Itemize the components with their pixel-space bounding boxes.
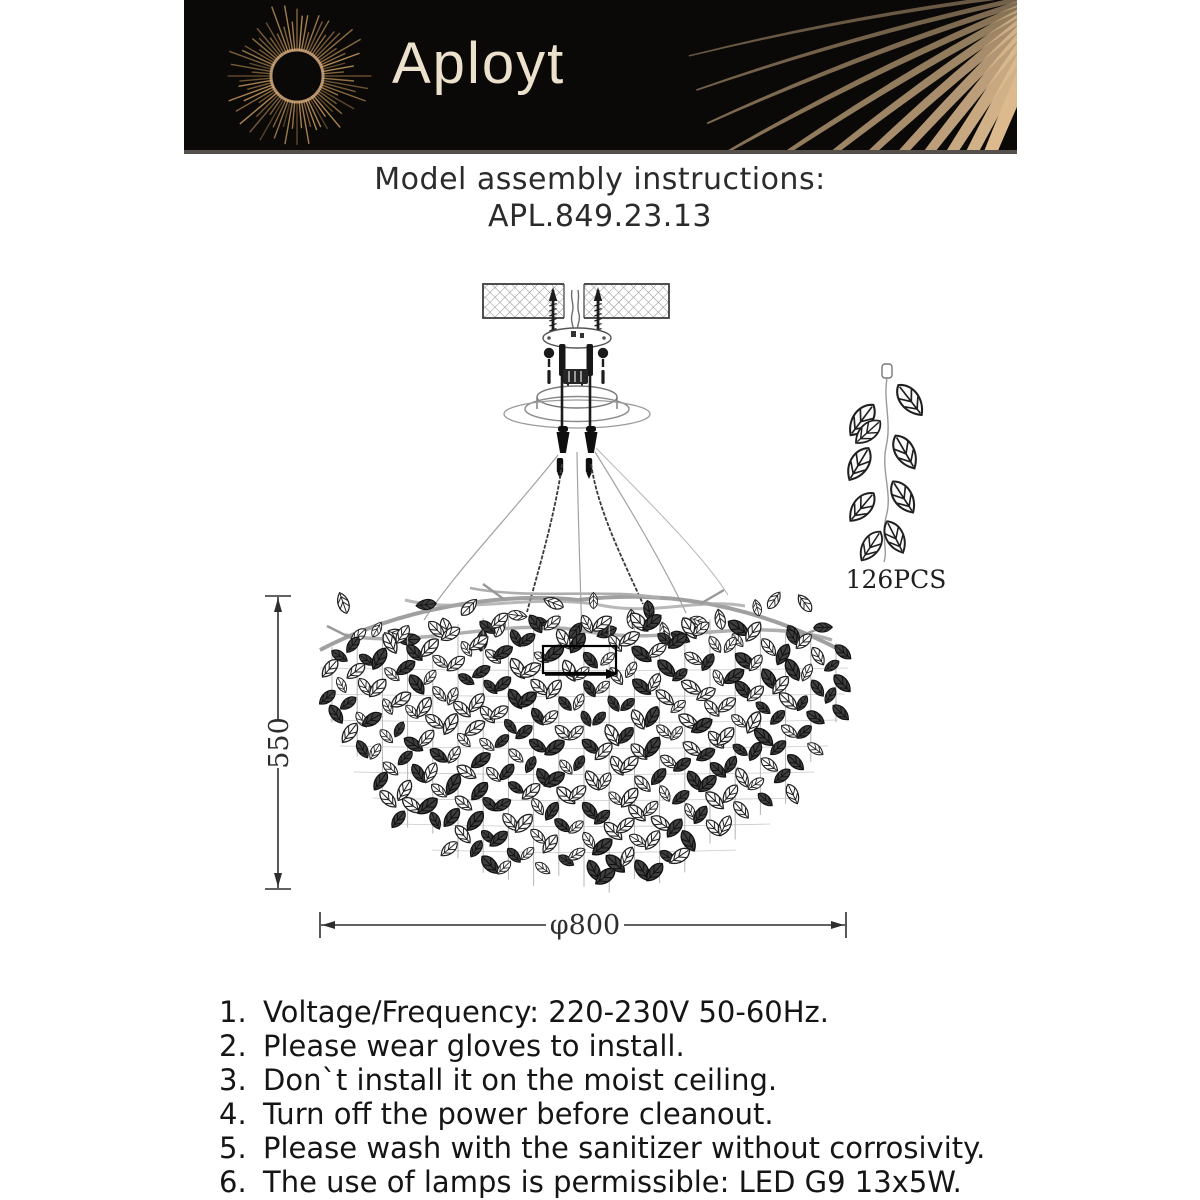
item-text: The use of lamps is permissible: LED G9 13x5W. — [263, 1165, 962, 1199]
cable-gripper — [557, 426, 570, 453]
pieces-label: 126PCS — [845, 565, 947, 594]
item-number: 6. — [219, 1165, 247, 1199]
list-item — [219, 1063, 985, 1097]
cable-gripper — [585, 426, 598, 453]
list-item — [219, 1097, 985, 1131]
diameter-label: φ800 — [549, 910, 621, 941]
brand-wordmark: Aployt — [392, 31, 566, 96]
item-number: 5. — [219, 1131, 247, 1165]
item-text: Please wear gloves to install. — [263, 1029, 685, 1063]
item-number: 3. — [219, 1063, 247, 1097]
page-title: Model assembly instructions: — [374, 162, 826, 197]
diameter-dimension — [320, 910, 846, 941]
item-text: Don`t install it on the moist ceiling. — [263, 1063, 778, 1097]
list-item — [219, 1165, 985, 1199]
instructions-list — [219, 995, 985, 1199]
height-dimension — [264, 596, 295, 889]
list-item — [219, 1131, 985, 1165]
chandelier-body — [316, 584, 854, 893]
ceiling-mount — [483, 282, 669, 479]
item-text: Voltage/Frequency: 220-230V 50-60Hz. — [263, 995, 829, 1029]
item-text: Turn off the power before cleanout. — [263, 1097, 774, 1131]
item-number: 1. — [219, 995, 247, 1029]
item-number: 2. — [219, 1029, 247, 1063]
item-text: Please wash with the sanitizer without corrosivity. — [263, 1131, 986, 1165]
canopy — [504, 386, 650, 428]
leaf-strand-detail — [842, 364, 947, 594]
height-label: 550 — [264, 717, 295, 769]
list-item — [219, 1029, 985, 1063]
item-number: 4. — [219, 1097, 247, 1131]
model-number: APL.849.23.13 — [487, 199, 713, 234]
list-item — [219, 995, 985, 1029]
